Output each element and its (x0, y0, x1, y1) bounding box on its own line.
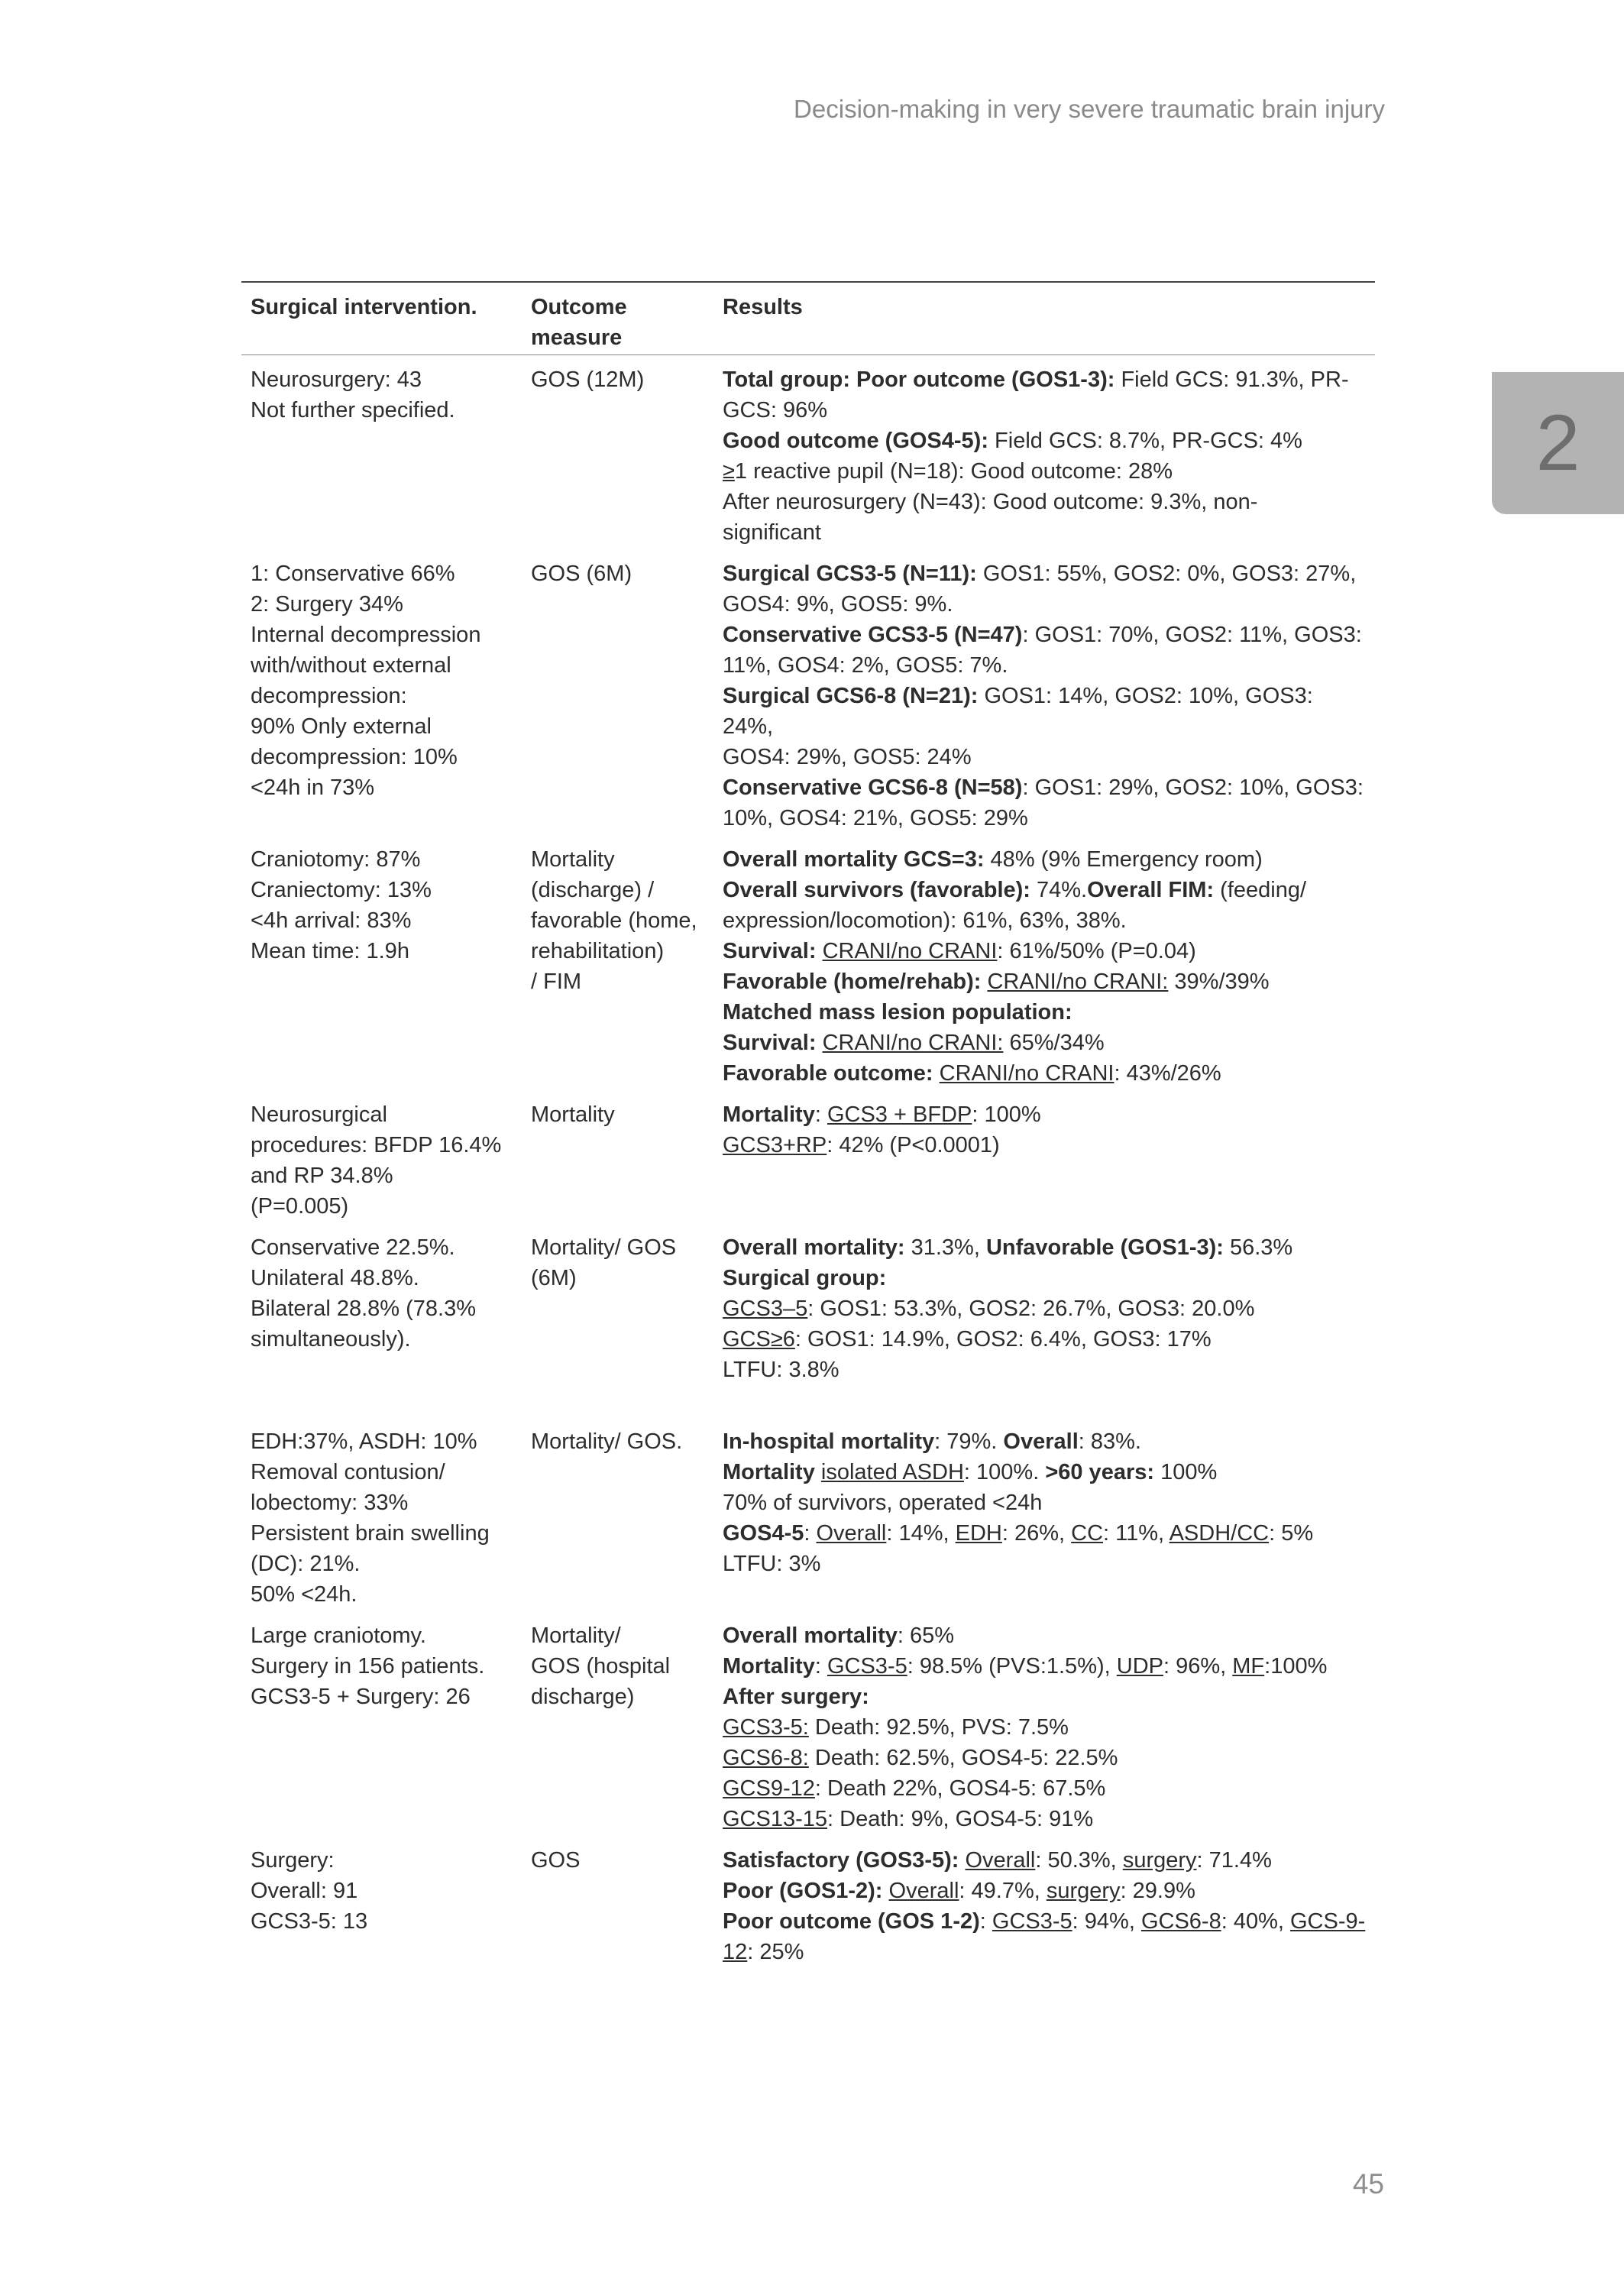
result-text: 31.3%, (904, 1235, 986, 1260)
result-text: GOS4: 9%, GOS5: 9%. (723, 592, 953, 617)
result-line (723, 620, 1367, 650)
result-text: 65%/34% (1003, 1031, 1105, 1055)
result-text: 100% (1154, 1460, 1218, 1484)
result-label: Conservative GCS3-5 (N=47) (723, 623, 1023, 647)
result-line (723, 905, 1367, 936)
result-subgroup: surgery (1122, 1848, 1197, 1873)
result-label: Overall FIM: (1087, 878, 1215, 902)
result-label: Overall mortality: (723, 1235, 905, 1260)
result-text: 48% (9% Emergency room) (984, 847, 1263, 872)
cell-line: GCS3-5: 13 (251, 1909, 368, 1934)
result-text: : 42% (P<0.0001) (827, 1133, 1000, 1157)
result-text: GCS: 96% (723, 398, 827, 422)
result-label: Surgical GCS3-5 (N=11): (723, 562, 977, 586)
cell-outcome-measure (522, 1222, 713, 1385)
cell-results (713, 1385, 1375, 1610)
result-subgroup: 12 (723, 1940, 748, 1964)
result-text: : 98.5% (PVS:1.5%), (907, 1654, 1117, 1679)
result-text: : 5% (1269, 1521, 1314, 1546)
result-subgroup: Overall (816, 1521, 887, 1546)
chapter-number: 2 (1535, 398, 1580, 487)
result-text: 1 reactive pupil (N=18): Good outcome: 28% (734, 459, 1173, 484)
result-text: : (979, 1909, 992, 1934)
result-line (723, 997, 1367, 1028)
result-line (723, 1937, 1367, 1967)
result-subgroup: GCS3–5 (723, 1297, 808, 1321)
cell-line: Craniectomy: 13% (251, 878, 432, 902)
cell-line: Bilateral 28.8% (78.3% (251, 1297, 476, 1321)
result-label: Overall mortality GCS=3: (723, 847, 985, 872)
cell-outcome-measure (522, 1385, 713, 1610)
result-line (723, 1130, 1367, 1161)
result-text: After neurosurgery (N=43): Good outcome: 9.3%, non- (723, 490, 1258, 514)
result-label: Survival: (723, 939, 817, 963)
cell-outcome-measure (522, 1610, 713, 1834)
result-label: Favorable outcome: (723, 1061, 933, 1086)
cell-line: (6M) (531, 1266, 577, 1290)
header-surgical-intervention: Surgical intervention. (241, 282, 522, 355)
cell-line: Mean time: 1.9h (251, 939, 409, 963)
cell-results (713, 1222, 1375, 1385)
result-text: Field GCS: 91.3%, PR- (1114, 367, 1349, 392)
result-line (723, 1845, 1367, 1876)
result-text: (feeding/ (1214, 878, 1307, 902)
result-text: : 94%, (1072, 1909, 1141, 1934)
cell-line: Craniotomy: 87% (251, 847, 421, 872)
cell-results (713, 548, 1375, 834)
cell-surgical-intervention (241, 1834, 522, 1967)
result-line (723, 936, 1367, 966)
chapter-tab (1492, 372, 1624, 514)
result-label: Mortality (723, 1102, 815, 1127)
cell-line: 1: Conservative 66% (251, 562, 455, 586)
result-text: : 100%. (963, 1460, 1046, 1484)
result-text (817, 939, 823, 963)
cell-line: Surgery in 156 patients. (251, 1654, 485, 1679)
cell-line: Mortality (531, 1102, 615, 1127)
result-text: : 25% (747, 1940, 804, 1964)
cell-surgical-intervention (241, 1610, 522, 1834)
result-line (723, 1773, 1367, 1804)
cell-line: Persistent brain swelling (251, 1521, 490, 1546)
result-subgroup: GCS9-12 (723, 1776, 815, 1801)
cell-line: GOS (531, 1848, 581, 1873)
result-line (723, 1876, 1367, 1906)
result-line (723, 589, 1367, 620)
cell-outcome-measure (522, 548, 713, 834)
cell-line: Internal decompression (251, 623, 481, 647)
result-line (723, 426, 1367, 456)
result-text (817, 1031, 823, 1055)
result-label: Mortality (723, 1654, 815, 1679)
cell-line: <4h arrival: 83% (251, 908, 412, 933)
cell-surgical-intervention (241, 1222, 522, 1385)
cell-line: GCS3-5 + Surgery: 26 (251, 1685, 471, 1709)
cell-surgical-intervention (241, 834, 522, 1089)
result-text (882, 1879, 888, 1903)
result-line (723, 1488, 1367, 1518)
result-line (723, 558, 1367, 589)
result-subgroup: CRANI/no CRANI: (987, 970, 1169, 994)
result-text: : 100% (972, 1102, 1041, 1127)
result-line (723, 1099, 1367, 1130)
result-line (723, 1743, 1367, 1773)
result-text: : 29.9% (1120, 1879, 1195, 1903)
result-text: expression/locomotion): 61%, 63%, 38%. (723, 908, 1127, 933)
result-line (723, 456, 1367, 487)
page-number: 45 (1352, 2168, 1384, 2200)
result-subgroup: surgery (1046, 1879, 1121, 1903)
result-label: Overall (1003, 1429, 1079, 1454)
result-text: LTFU: 3.8% (723, 1358, 839, 1382)
result-subgroup: GCS3+RP (723, 1133, 827, 1157)
result-label: Surgical group: (723, 1266, 887, 1290)
cell-line: GOS (6M) (531, 562, 632, 586)
result-label: Surgical GCS6-8 (N=21): (723, 684, 979, 708)
result-subgroup: MF (1232, 1654, 1265, 1679)
result-text: : 79%. (934, 1429, 1004, 1454)
result-text (815, 1460, 821, 1484)
cell-line: (discharge) / (531, 878, 655, 902)
result-subgroup: Overall (888, 1879, 959, 1903)
cell-line: simultaneously). (251, 1327, 411, 1352)
result-label: Survival: (723, 1031, 817, 1055)
result-text: : (804, 1521, 817, 1546)
result-subgroup: GCS≥6 (723, 1327, 795, 1352)
cell-line: procedures: BFDP 16.4% (251, 1133, 502, 1157)
result-subgroup: EDH (955, 1521, 1002, 1546)
result-text: : 49.7%, (959, 1879, 1047, 1903)
table-row (241, 1089, 1375, 1222)
result-text: 11%, GOS4: 2%, GOS5: 7%. (723, 653, 1008, 678)
result-subgroup: GCS3-5 (827, 1654, 907, 1679)
table-header-row (241, 282, 1375, 355)
cell-line: with/without external (251, 653, 451, 678)
table-row (241, 1385, 1375, 1610)
result-subgroup: CC (1071, 1521, 1104, 1546)
result-label: Favorable (home/rehab): (723, 970, 982, 994)
result-label: Overall mortality (723, 1624, 898, 1648)
cell-line: discharge) (531, 1685, 635, 1709)
result-line (723, 966, 1367, 997)
cell-line: lobectomy: 33% (251, 1491, 409, 1515)
result-label: Poor outcome (GOS 1-2) (723, 1909, 980, 1934)
result-line (723, 1028, 1367, 1058)
result-text: : 11%, (1103, 1521, 1169, 1546)
result-subgroup: GCS6-8 (1140, 1909, 1221, 1934)
table-row (241, 355, 1375, 549)
result-line (723, 395, 1367, 426)
result-text: LTFU: 3% (723, 1552, 821, 1576)
result-line (723, 844, 1367, 875)
cell-line: and RP 34.8% (251, 1164, 393, 1188)
result-label: Good outcome (GOS4-5): (723, 429, 988, 453)
result-line (723, 681, 1367, 742)
cell-line: Mortality/ GOS (531, 1235, 677, 1260)
result-line (723, 1804, 1367, 1834)
result-text: 56.3% (1223, 1235, 1293, 1260)
cell-surgical-intervention (241, 1385, 522, 1610)
cell-results (713, 1089, 1375, 1222)
cell-line: favorable (home, (531, 908, 697, 933)
table-row (241, 548, 1375, 834)
running-head: Decision-making in very severe traumatic brain injury (794, 95, 1385, 123)
header-results: Results (713, 282, 1375, 355)
cell-line: rehabilitation) (531, 939, 665, 963)
result-text: : Death 22%, GOS4-5: 67.5% (814, 1776, 1106, 1801)
result-text: : GOS1: 53.3%, GOS2: 26.7%, GOS3: 20.0% (807, 1297, 1255, 1321)
cell-line: decompression: (251, 684, 407, 708)
result-subgroup: UDP (1116, 1654, 1163, 1679)
cell-surgical-intervention (241, 548, 522, 834)
result-line (723, 1651, 1367, 1682)
result-text (933, 1061, 940, 1086)
result-text: : 26%, (1001, 1521, 1072, 1546)
cell-results (713, 1610, 1375, 1834)
result-text: : GOS1: 29%, GOS2: 10%, GOS3: (1022, 775, 1364, 800)
result-subgroup: isolated ASDH (820, 1460, 964, 1484)
result-line (723, 487, 1367, 517)
cell-line: <24h in 73% (251, 775, 375, 800)
result-subgroup: GCS13-15 (723, 1807, 828, 1831)
result-text: : 65% (897, 1624, 955, 1648)
result-subgroup: GCS3-5: (723, 1715, 809, 1740)
result-text: : (814, 1654, 827, 1679)
result-text: : 83%. (1078, 1429, 1141, 1454)
result-label: Conservative GCS6-8 (N=58) (723, 775, 1023, 800)
cell-line: Mortality (531, 847, 615, 872)
result-label: GOS4-5 (723, 1521, 804, 1546)
result-text: : 71.4% (1196, 1848, 1272, 1873)
cell-line: Surgery: (251, 1848, 335, 1873)
result-subgroup: CRANI/no CRANI (822, 939, 998, 963)
result-line (723, 650, 1367, 681)
result-subgroup: CRANI/no CRANI (939, 1061, 1114, 1086)
result-text: GOS1: 14%, GOS2: 10%, GOS3: 24%, (723, 684, 1313, 739)
result-text: : 50.3%, (1035, 1848, 1123, 1873)
cell-results (713, 834, 1375, 1089)
result-line (723, 1324, 1367, 1355)
result-subgroup: ASDH/CC (1169, 1521, 1270, 1546)
table-body (241, 355, 1375, 1968)
result-text: :100% (1264, 1654, 1328, 1679)
result-text: : GOS1: 14.9%, GOS2: 6.4%, GOS3: 17% (794, 1327, 1212, 1352)
result-line (723, 742, 1367, 772)
result-label: >60 years: (1045, 1460, 1155, 1484)
result-subgroup: ≥ (723, 459, 735, 484)
cell-line: Not further specified. (251, 398, 455, 422)
cell-line: GOS (hospital (531, 1654, 671, 1679)
cell-line: decompression: 10% (251, 745, 458, 769)
cell-line: Mortality/ GOS. (531, 1429, 683, 1454)
cell-results (713, 1834, 1375, 1967)
cell-line: (DC): 21%. (251, 1552, 361, 1576)
cell-line: Mortality/ (531, 1624, 621, 1648)
result-line (723, 1518, 1367, 1549)
cell-line: Removal contusion/ (251, 1460, 445, 1484)
result-line (723, 1232, 1367, 1263)
table-row (241, 1222, 1375, 1385)
result-label: In-hospital mortality (723, 1429, 935, 1454)
result-text: : (814, 1102, 827, 1127)
result-text: Death: 62.5%, GOS4-5: 22.5% (808, 1746, 1118, 1770)
cell-line: Conservative 22.5%. (251, 1235, 455, 1260)
result-text: Death: 92.5%, PVS: 7.5% (808, 1715, 1069, 1740)
cell-line: Overall: 91 (251, 1879, 358, 1903)
result-line (723, 772, 1367, 803)
cell-line: Unilateral 48.8%. (251, 1266, 419, 1290)
result-text: 70% of survivors, operated <24h (723, 1491, 1043, 1515)
cell-line: 2: Surgery 34% (251, 592, 403, 617)
result-line (723, 1682, 1367, 1712)
result-label: Mortality (723, 1460, 815, 1484)
result-line (723, 1457, 1367, 1488)
result-subgroup: GCS-9- (1289, 1909, 1366, 1934)
result-label: Matched mass lesion population: (723, 1000, 1072, 1025)
result-line (723, 1906, 1367, 1937)
result-line (723, 875, 1367, 905)
result-label: After surgery: (723, 1685, 869, 1709)
cell-line: Large craniotomy. (251, 1624, 426, 1648)
cell-line: Neurosurgery: 43 (251, 367, 422, 392)
result-text: GOS4: 29%, GOS5: 24% (723, 745, 972, 769)
result-subgroup: GCS3-5 (992, 1909, 1072, 1934)
result-line (723, 803, 1367, 834)
result-line (723, 1426, 1367, 1457)
result-label: Satisfactory (GOS3-5): (723, 1848, 959, 1873)
result-text: 74%. (1030, 878, 1088, 902)
cell-line: 90% Only external (251, 714, 432, 739)
result-line (723, 1263, 1367, 1293)
result-text: significant (723, 520, 821, 545)
result-label: Poor (GOS1-2): (723, 1879, 883, 1903)
result-text: GOS1: 55%, GOS2: 0%, GOS3: 27%, (976, 562, 1357, 586)
result-text: : 61%/50% (P=0.04) (997, 939, 1196, 963)
cell-surgical-intervention (241, 1089, 522, 1222)
cell-results (713, 355, 1375, 549)
table-row (241, 1834, 1375, 1967)
result-subgroup: CRANI/no CRANI: (822, 1031, 1004, 1055)
result-line (723, 1620, 1367, 1651)
result-text: 39%/39% (1168, 970, 1270, 994)
cell-surgical-intervention (241, 355, 522, 549)
cell-outcome-measure (522, 1834, 713, 1967)
cell-line: GOS (12M) (531, 367, 645, 392)
cell-line: EDH:37%, ASDH: 10% (251, 1429, 477, 1454)
result-text: : 14%, (886, 1521, 956, 1546)
header-outcome-measure: Outcome measure (522, 282, 713, 355)
result-text: : 40%, (1221, 1909, 1290, 1934)
result-label: Total group: Poor outcome (GOS1-3): (723, 367, 1115, 392)
cell-outcome-measure (522, 834, 713, 1089)
cell-line: / FIM (531, 970, 582, 994)
cell-line: Neurosurgical (251, 1102, 387, 1127)
result-label: Unfavorable (GOS1-3): (985, 1235, 1224, 1260)
cell-line: (P=0.005) (251, 1194, 349, 1219)
result-subgroup: GCS6-8: (723, 1746, 809, 1770)
result-line (723, 517, 1367, 548)
cell-line: 50% <24h. (251, 1582, 357, 1607)
result-line (723, 1355, 1367, 1385)
table-row (241, 834, 1375, 1089)
result-subgroup: Overall (965, 1848, 1036, 1873)
result-text: : Death: 9%, GOS4-5: 91% (827, 1807, 1094, 1831)
cell-outcome-measure (522, 1089, 713, 1222)
result-text: : GOS1: 70%, GOS2: 11%, GOS3: (1022, 623, 1362, 647)
result-text: 10%, GOS4: 21%, GOS5: 29% (723, 806, 1028, 830)
result-line (723, 1058, 1367, 1089)
result-label: Overall survivors (favorable): (723, 878, 1030, 902)
result-text: : 96%, (1163, 1654, 1233, 1679)
result-line (723, 1712, 1367, 1743)
results-table (241, 281, 1375, 1967)
result-line (723, 364, 1367, 395)
result-text: Field GCS: 8.7%, PR-GCS: 4% (988, 429, 1302, 453)
cell-outcome-measure (522, 355, 713, 549)
result-text: : 43%/26% (1114, 1061, 1221, 1086)
result-line (723, 1293, 1367, 1324)
result-subgroup: GCS3 + BFDP (827, 1102, 972, 1127)
table-row (241, 1610, 1375, 1834)
result-line (723, 1549, 1367, 1579)
